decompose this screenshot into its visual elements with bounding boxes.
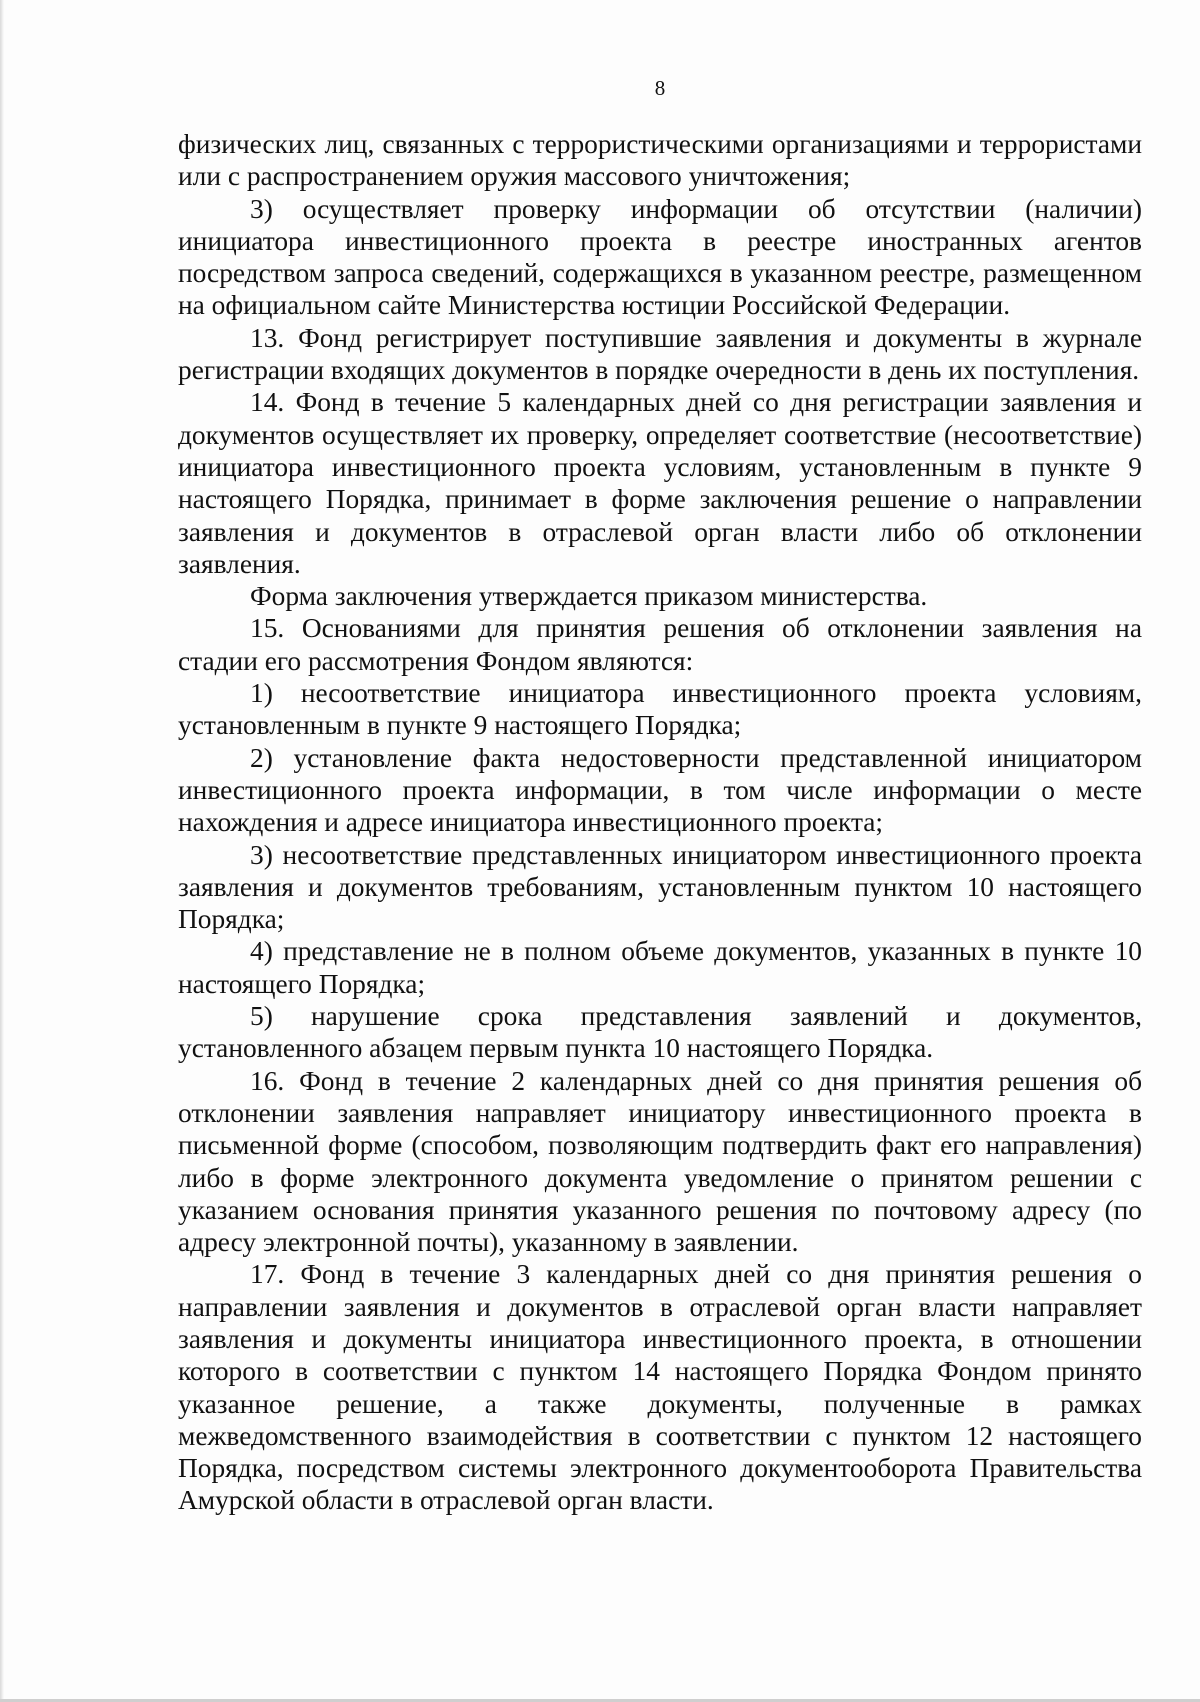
paragraph: 2) установление факта недостоверности представленной инициатором инвестиционного проекта информации, в том числе информации о месте нахождения и адресе инициатора инвестиционного проекта; xyxy=(178,742,1142,838)
paragraph: 15. Основаниями для принятия решения об отклонении заявления на стадии его рассмотрения Фондом являются: xyxy=(178,613,1142,676)
page-number: 8 xyxy=(654,76,666,100)
paragraph: 4) представление не в полном объеме документов, указанных в пункте 10 настоящего Порядка; xyxy=(178,936,1142,999)
scan-edge-left xyxy=(0,0,4,1702)
paragraph: физических лиц, связанных с террористическими организациями и террористами или с распространением оружия массового уничтожения; xyxy=(178,129,1142,192)
paragraph: 3) осуществляет проверку информации об отсутствии (наличии) инициатора инвестиционного проекта в реестре иностранных агентов посредством запроса сведений, содержащихся в указанном реестре, размещенном на официальном сайте Министерства юстиции Российской Федерации. xyxy=(178,193,1142,321)
paragraph: 5) нарушение срока представления заявлений и документов, установленного абзацем первым пункта 10 настоящего Порядка. xyxy=(178,1001,1142,1064)
paragraph: 16. Фонд в течение 2 календарных дней со дня принятия решения об отклонении заявления направляет инициатору инвестиционного проекта в письменной форме (способом, позволяющим подтвердить факт его направления) либо в форме электронного документа уведомление о принятом решении с указанием основания принятия указанного решения по почтовому адресу (по адресу электронной почты), указанному в заявлении. xyxy=(178,1065,1142,1258)
paragraph: Форма заключения утверждается приказом министерства. xyxy=(250,581,928,612)
paragraph: 3) несоответствие представленных инициатором инвестиционного проекта заявления и документов требованиям, установленным пунктом 10 настоящего Порядка; xyxy=(178,839,1142,935)
paragraph: 14. Фонд в течение 5 календарных дней со дня регистрации заявления и документов осуществляет их проверку, определяет соответствие (несоответствие) инициатора инвестиционного проекта условиям, установленным в пункте 9 настоящего Порядка, принимает в форме заключения решение о направлении заявления и документов в отраслевой орган власти либо об отклонении заявления. xyxy=(178,387,1142,579)
paragraph: 17. Фонд в течение 3 календарных дней со дня принятия решения о направлении заявления и документов в отраслевой орган власти направляет заявления и документы инициатора инвестиционного проекта, в отношении которого в соответствии с пунктом 14 настоящего Порядка Фондом принято указанное решение, а также документы, полученные в рамках межведомственного взаимодействия в соответствии с пунктом 12 настоящего Порядка, посредством системы электронного документооборота Правительства Амурской области в отраслевой орган власти. xyxy=(178,1259,1142,1516)
document-body xyxy=(178,128,1142,1517)
paragraph: 1) несоответствие инициатора инвестиционного проекта условиям, установленным в пункте 9 настоящего Порядка; xyxy=(178,678,1142,741)
paragraph: 13. Фонд регистрирует поступившие заявления и документы в журнале регистрации входящих документов в порядке очередности в день их поступления. xyxy=(178,322,1142,386)
